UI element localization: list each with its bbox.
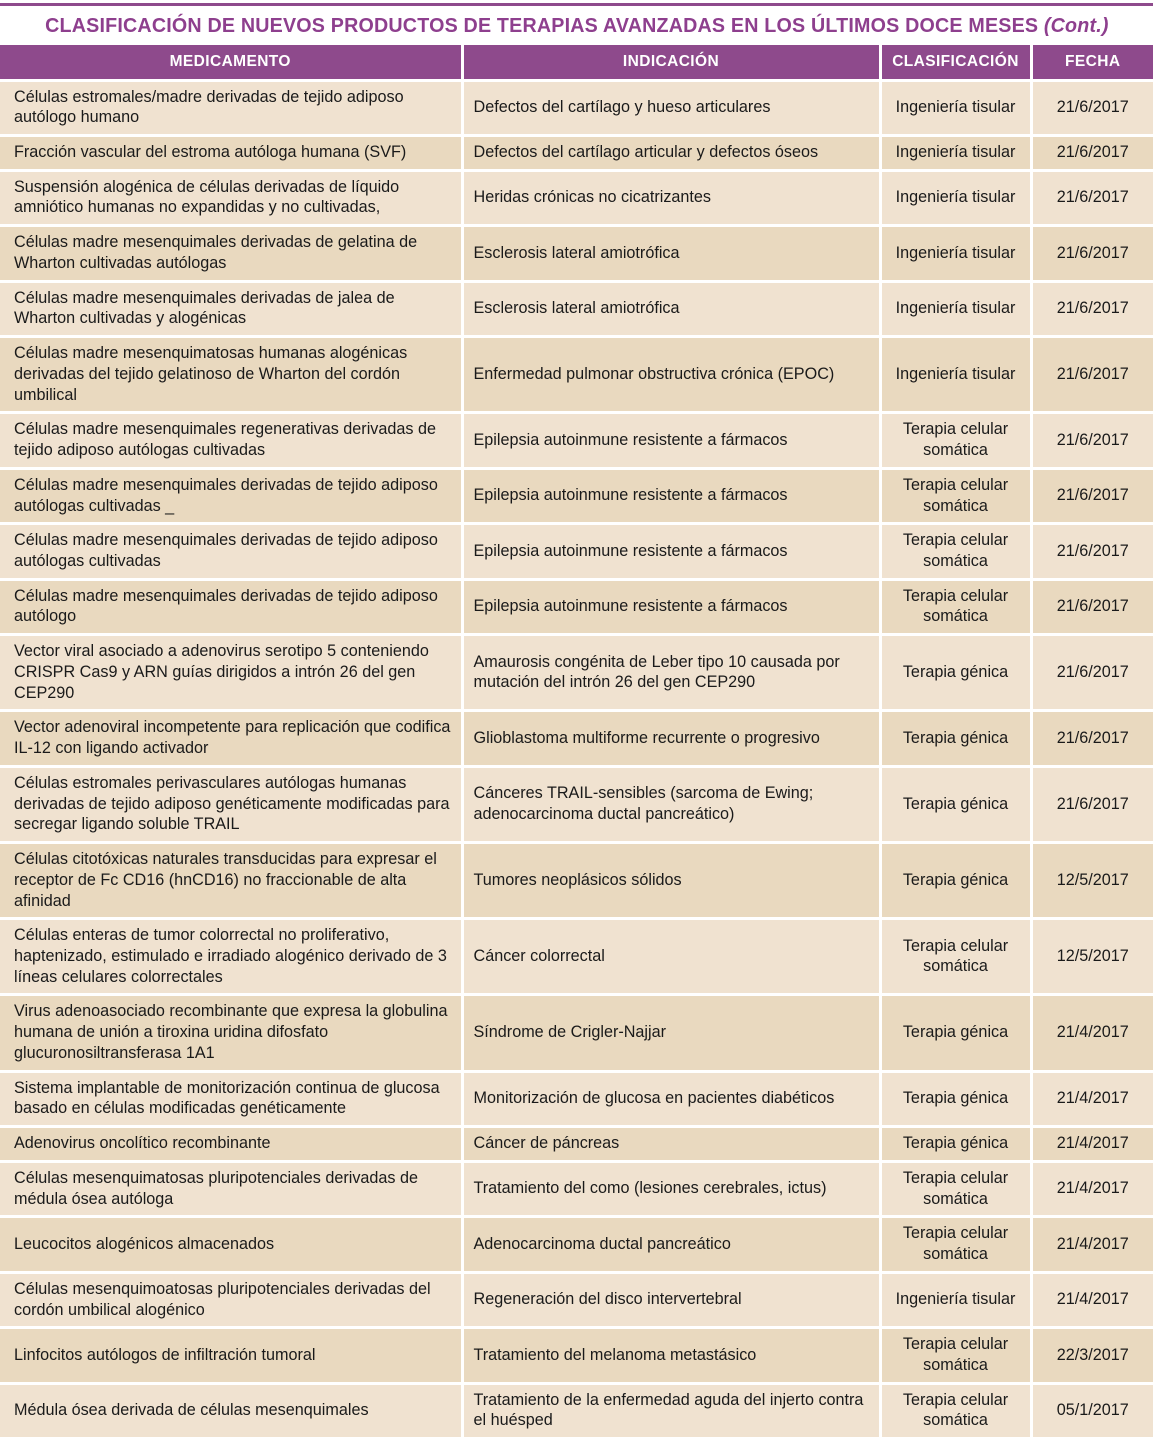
cell-medicamento: Células madre mesenquimales derivadas de tejido adiposo autólogas cultivadas [0,524,462,579]
table-row [0,1328,1153,1383]
cell-clasificacion: Terapia génica [880,635,1031,711]
cell-clasificacion: Terapia génica [880,1127,1031,1162]
cell-medicamento: Células madre mesenquimales regenerativas derivadas de tejido adiposo autólogas cultivadas [0,413,462,468]
cell-clasificacion: Ingeniería tisular [880,337,1031,413]
cell-indicacion: Adenocarcinoma ductal pancreático [462,1217,880,1272]
cell-indicacion: Tratamiento del melanoma metastásico [462,1328,880,1383]
cell-fecha: 05/1/2017 [1031,1383,1153,1437]
cell-fecha: 21/4/2017 [1031,995,1153,1071]
column-header-fecha: FECHA [1031,45,1153,80]
cell-indicacion: Epilepsia autoinmune resistente a fármacos [462,524,880,579]
cell-clasificacion: Terapia celular somática [880,579,1031,634]
cell-fecha: 21/6/2017 [1031,80,1153,135]
column-header-medicamento: MEDICAMENTO [0,45,462,80]
table-row [0,995,1153,1071]
table-row [0,766,1153,842]
cell-indicacion: Defectos del cartílago y hueso articulares [462,80,880,135]
cell-fecha: 21/6/2017 [1031,170,1153,225]
cell-medicamento: Células madre mesenquimales derivadas de tejido adiposo autólogas cultivadas _ [0,468,462,523]
cell-clasificacion: Terapia génica [880,995,1031,1071]
cell-indicacion: Cánceres TRAIL-sensibles (sarcoma de Ewing; adenocarcinoma ductal pancreático) [462,766,880,842]
cell-fecha: 21/6/2017 [1031,579,1153,634]
cell-clasificacion: Terapia génica [880,1071,1031,1126]
cell-clasificacion: Ingeniería tisular [880,1272,1031,1327]
table-row [0,1127,1153,1162]
cell-clasificacion: Terapia génica [880,766,1031,842]
table-title-bar [0,6,1153,45]
cell-indicacion: Epilepsia autoinmune resistente a fármacos [462,468,880,523]
cell-medicamento: Linfocitos autólogos de infiltración tumoral [0,1328,462,1383]
cell-medicamento: Células madre mesenquimales derivadas de gelatina de Wharton cultivadas autólogas [0,226,462,281]
advanced-therapies-table [0,45,1153,1437]
page-title [45,14,1108,38]
cell-fecha: 21/6/2017 [1031,711,1153,766]
cell-indicacion: Tumores neoplásicos sólidos [462,843,880,919]
cell-indicacion: Esclerosis lateral amiotrófica [462,226,880,281]
cell-clasificacion: Terapia celular somática [880,524,1031,579]
table-row [0,1272,1153,1327]
cell-indicacion: Heridas crónicas no cicatrizantes [462,170,880,225]
cell-indicacion: Esclerosis lateral amiotrófica [462,281,880,336]
cell-fecha: 21/4/2017 [1031,1161,1153,1216]
table-row [0,1217,1153,1272]
cell-clasificacion: Terapia celular somática [880,413,1031,468]
cell-clasificacion: Terapia celular somática [880,1217,1031,1272]
cell-indicacion: Monitorización de glucosa en pacientes diabéticos [462,1071,880,1126]
cell-fecha: 21/6/2017 [1031,135,1153,170]
cell-medicamento: Células madre mesenquimatosas humanas alogénicas derivadas del tejido gelatinoso de Wharton del cordón umbilical [0,337,462,413]
advanced-therapies-table-page [0,3,1153,1437]
table-row [0,843,1153,919]
cell-fecha: 21/6/2017 [1031,226,1153,281]
cell-medicamento: Células estromales perivasculares autólogas humanas derivadas de tejido adiposo genéticamente modificadas para secregar ligando soluble TRAIL [0,766,462,842]
cell-clasificacion: Ingeniería tisular [880,135,1031,170]
cell-fecha: 21/6/2017 [1031,766,1153,842]
cell-medicamento: Células citotóxicas naturales transducidas para expresar el receptor de Fc CD16 (hnCD16) no fraccionable de alta afinidad [0,843,462,919]
cell-fecha: 22/3/2017 [1031,1328,1153,1383]
cell-clasificacion: Ingeniería tisular [880,281,1031,336]
table-row [0,524,1153,579]
table-row [0,1161,1153,1216]
cell-medicamento: Médula ósea derivada de células mesenquimales [0,1383,462,1437]
cell-indicacion: Cáncer colorrectal [462,919,880,995]
cell-fecha: 12/5/2017 [1031,843,1153,919]
cell-clasificacion: Terapia celular somática [880,1328,1031,1383]
cell-indicacion: Síndrome de Crigler-Najjar [462,995,880,1071]
cell-indicacion: Regeneración del disco intervertebral [462,1272,880,1327]
table-row [0,80,1153,135]
cell-clasificacion: Terapia celular somática [880,1161,1031,1216]
table-row [0,170,1153,225]
cell-indicacion: Tratamiento del como (lesiones cerebrales, ictus) [462,1161,880,1216]
cell-fecha: 21/6/2017 [1031,524,1153,579]
cell-medicamento: Células mesenquimoatosas pluripotenciales derivadas del cordón umbilical alogénico [0,1272,462,1327]
column-header-indicacion: INDICACIÓN [462,45,880,80]
cell-medicamento: Sistema implantable de monitorización continua de glucosa basado en células modificadas genéticamente [0,1071,462,1126]
cell-medicamento: Vector viral asociado a adenovirus serotipo 5 conteniendo CRISPR Cas9 y ARN guías dirigidos a intrón 26 del gen CEP290 [0,635,462,711]
table-row [0,579,1153,634]
cell-medicamento: Fracción vascular del estroma autóloga humana (SVF) [0,135,462,170]
table-row [0,711,1153,766]
cell-clasificacion: Ingeniería tisular [880,226,1031,281]
table-row [0,135,1153,170]
table-row [0,281,1153,336]
cell-clasificacion: Terapia génica [880,843,1031,919]
cell-clasificacion: Terapia celular somática [880,468,1031,523]
cell-medicamento: Células estromales/madre derivadas de tejido adiposo autólogo humano [0,80,462,135]
cell-medicamento: Células mesenquimatosas pluripotenciales derivadas de médula ósea autóloga [0,1161,462,1216]
cell-clasificacion: Terapia celular somática [880,919,1031,995]
cell-fecha: 21/6/2017 [1031,468,1153,523]
cell-medicamento: Virus adenoasociado recombinante que expresa la globulina humana de unión a tiroxina uridina difosfato glucuronosiltransferasa 1A1 [0,995,462,1071]
table-row [0,468,1153,523]
cell-indicacion: Defectos del cartílago articular y defectos óseos [462,135,880,170]
table-row [0,635,1153,711]
cell-indicacion: Cáncer de páncreas [462,1127,880,1162]
column-header-clasificacion: CLASIFICACIÓN [880,45,1031,80]
cell-clasificacion: Ingeniería tisular [880,170,1031,225]
table-row [0,1383,1153,1437]
cell-indicacion: Enfermedad pulmonar obstructiva crónica (EPOC) [462,337,880,413]
cell-clasificacion: Ingeniería tisular [880,80,1031,135]
table-row [0,226,1153,281]
cell-fecha: 21/4/2017 [1031,1272,1153,1327]
page-title-main: CLASIFICACIÓN DE NUEVOS PRODUCTOS DE TERAPIAS AVANZADAS EN LOS ÚLTIMOS DOCE MESES [44,13,1044,37]
cell-fecha: 21/4/2017 [1031,1127,1153,1162]
cell-medicamento: Células enteras de tumor colorrectal no proliferativo, haptenizado, estimulado e irradiado alogénico derivado de 3 líneas celulares colorrectales [0,919,462,995]
cell-medicamento: Adenovirus oncolítico recombinante [0,1127,462,1162]
cell-clasificacion: Terapia génica [880,711,1031,766]
cell-clasificacion: Terapia celular somática [880,1383,1031,1437]
table-header [0,45,1153,80]
cell-medicamento: Suspensión alogénica de células derivadas de líquido amniótico humanas no expandidas y no cultivadas, [0,170,462,225]
table-row [0,413,1153,468]
page-title-continuation: (Cont.) [1043,13,1109,37]
cell-fecha: 12/5/2017 [1031,919,1153,995]
table-body [0,80,1153,1437]
cell-fecha: 21/4/2017 [1031,1071,1153,1126]
table-header-row [0,45,1153,80]
cell-indicacion: Epilepsia autoinmune resistente a fármacos [462,413,880,468]
cell-medicamento: Vector adenoviral incompetente para replicación que codifica IL-12 con ligando activador [0,711,462,766]
cell-medicamento: Células madre mesenquimales derivadas de jalea de Wharton cultivadas y alogénicas [0,281,462,336]
cell-indicacion: Tratamiento de la enfermedad aguda del injerto contra el huésped [462,1383,880,1437]
cell-fecha: 21/6/2017 [1031,337,1153,413]
cell-fecha: 21/6/2017 [1031,635,1153,711]
table-row [0,1071,1153,1126]
cell-indicacion: Glioblastoma multiforme recurrente o progresivo [462,711,880,766]
cell-fecha: 21/6/2017 [1031,413,1153,468]
cell-fecha: 21/6/2017 [1031,281,1153,336]
cell-medicamento: Células madre mesenquimales derivadas de tejido adiposo autólogo [0,579,462,634]
cell-medicamento: Leucocitos alogénicos almacenados [0,1217,462,1272]
cell-fecha: 21/4/2017 [1031,1217,1153,1272]
cell-indicacion: Epilepsia autoinmune resistente a fármacos [462,579,880,634]
table-row [0,919,1153,995]
table-row [0,337,1153,413]
cell-indicacion: Amaurosis congénita de Leber tipo 10 causada por mutación del intrón 26 del gen CEP290 [462,635,880,711]
